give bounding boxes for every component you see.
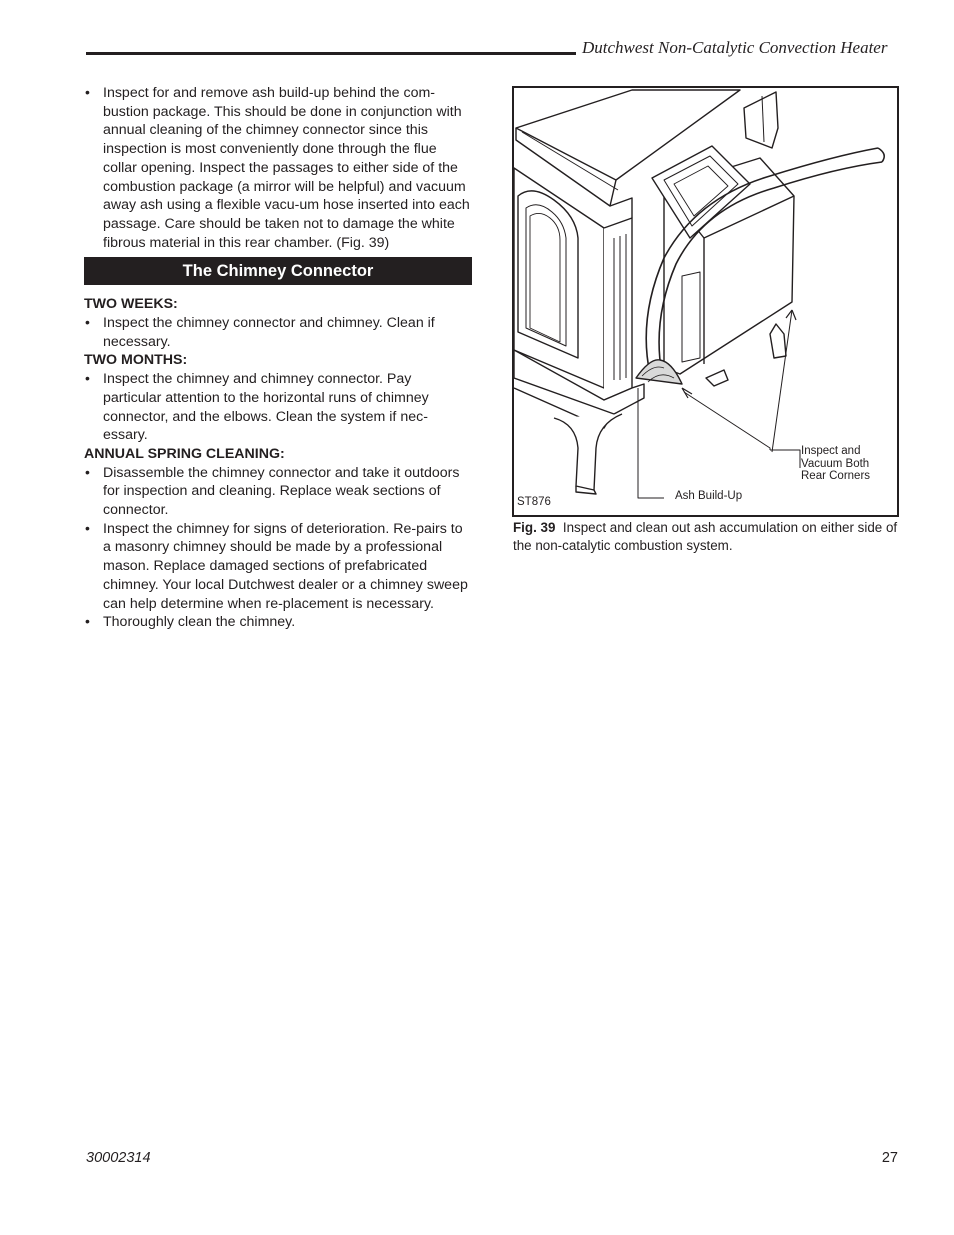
two-months-item: • Inspect the chimney and chimney connector. Pay particular attention to the horizontal runs of chimney connector, and the elbows. Clean the system if nec-essary. <box>84 370 472 445</box>
label-rear-corners-line: Rear Corners <box>801 470 871 482</box>
two-weeks-item: • Inspect the chimney connector and chimney. Clean if necessary. <box>84 314 472 351</box>
section-heading: The Chimney Connector <box>84 257 472 285</box>
header-title: Dutchwest Non-Catalytic Convection Heater <box>582 38 888 57</box>
annual-item-inspect-chimney: • Inspect the chimney for signs of deterioration. Re-pairs to a masonry chimney should be made by a professional mason. Replace damaged sections of prefabricated chimney. Your local Dutchwest dealer or a chimney sweep can help determine when re-placement is necessary. <box>84 520 472 614</box>
figure-39 <box>512 86 899 517</box>
label-rear-corners-line: Inspect and <box>801 445 861 457</box>
two-months-heading: TWO MONTHS: <box>84 352 188 369</box>
label-ash-build-up: Ash Build-Up <box>675 490 743 502</box>
annual-item-clean-chimney: • Thoroughly clean the chimney. <box>84 613 472 632</box>
intro-bullet: • Inspect for and remove ash build-up behind the com-bustion package. This should be done in conjunction with annual cleaning of the chimney connector since this inspection is most conveniently done through the flue collar opening. Inspect the passages to either side of the combustion package (a mirror will be helpful) and vacuum away ash using a flexible vacu-um hose inserted into each passage. Care should be taken not to damage the white fibrous material in this rear chamber. (Fig. 39) <box>84 84 472 252</box>
annual-item-disassemble: • Disassemble the chimney connector and take it outdoors for inspection and cleaning. Replace weak sections of connector. <box>84 464 472 520</box>
doc-number: 30002314 <box>86 1150 151 1166</box>
caption-label: Fig. 39 <box>513 520 556 535</box>
label-rear-corners-line: Vacuum Both <box>801 457 870 470</box>
left-column <box>84 84 472 632</box>
label-rear-corners <box>801 445 870 483</box>
figure-code: ST876 <box>517 496 551 508</box>
page-number: 27 <box>881 1150 898 1166</box>
two-weeks-heading: TWO WEEKS: <box>84 296 178 313</box>
header-rule <box>86 52 576 55</box>
caption-text: Inspect and clean out ash accumulation on either side of the non-catalytic combustion system. <box>513 520 898 553</box>
annual-cleaning-heading: ANNUAL SPRING CLEANING: <box>84 445 285 462</box>
figure-caption <box>513 519 898 554</box>
